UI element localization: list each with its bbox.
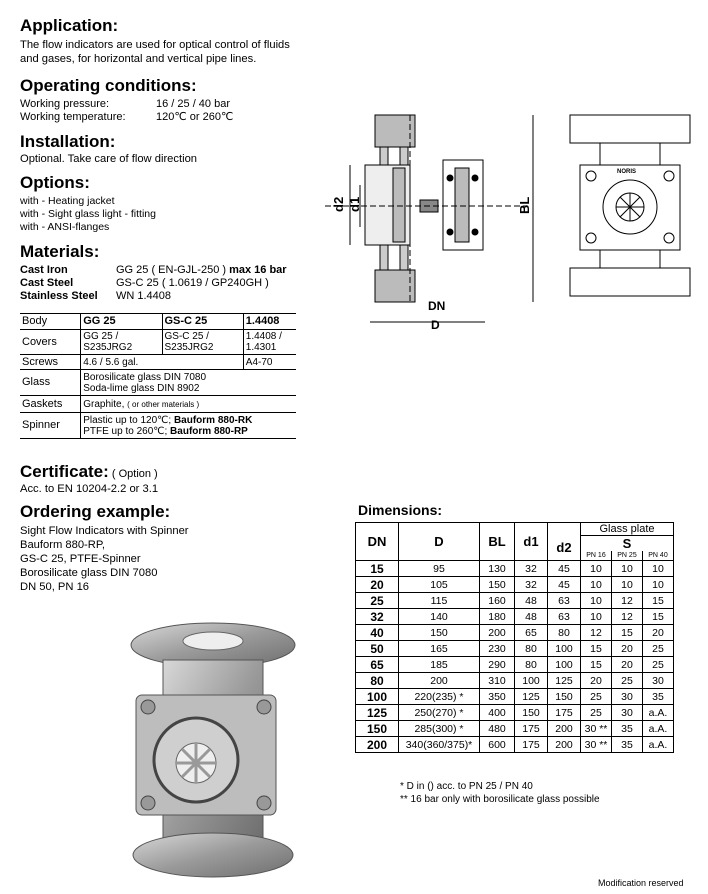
cell: 65 [515, 625, 548, 641]
bolt-icon [447, 175, 453, 181]
bolt-icon [472, 229, 478, 235]
bolt-icon [447, 229, 453, 235]
installation-heading: Installation: [20, 132, 116, 151]
certificate-option: ( Option ) [108, 468, 158, 480]
cell: 100 [515, 673, 548, 689]
cell: 175 [515, 737, 548, 753]
cell: 35 [612, 721, 643, 737]
col-header-d2-top [548, 523, 581, 536]
cell: 20 [612, 657, 643, 673]
cell-line: S235JRG2 [83, 342, 133, 353]
material-value: GS-C 25 ( 1.0619 / GP240GH ) [116, 277, 269, 289]
cell: 20 [643, 625, 674, 641]
note-2: ** 16 bar only with borosilicate glass possible [400, 794, 600, 805]
footer-note: Modification reserved [598, 878, 684, 888]
cell: 105 [399, 577, 480, 593]
cell: 220(235) * [399, 689, 480, 705]
cell: 125 [548, 673, 581, 689]
cell-line: 1.4408 / [245, 331, 282, 342]
cell: 115 [399, 593, 480, 609]
material-extra: max 16 bar [226, 264, 287, 276]
cell: 150 [399, 625, 480, 641]
cell: 15 [581, 641, 612, 657]
cell: 480 [480, 721, 515, 737]
cell: 25 [643, 641, 674, 657]
cell-line: GG 25 / [83, 331, 119, 342]
sight-glass-left [393, 168, 405, 242]
cell: 200 [399, 673, 480, 689]
table-row [356, 593, 674, 609]
working-pressure [20, 98, 230, 111]
cell: 150 [515, 705, 548, 721]
table-row [20, 355, 296, 370]
cell: 80 [515, 641, 548, 657]
table-row [356, 657, 674, 673]
cell: 10 [612, 561, 643, 577]
material-label: Cast Steel [20, 277, 74, 289]
col-header-d1: d1 [515, 523, 548, 561]
dimensions-table [355, 522, 674, 753]
cell: 10 [581, 593, 612, 609]
label-d: D [431, 318, 440, 332]
cell: 150 [480, 577, 515, 593]
table-row [356, 705, 674, 721]
cell-line: Graphite, [83, 398, 128, 410]
row-label: Covers [20, 330, 81, 355]
bolt-icon [664, 233, 674, 243]
cell: 30 [643, 673, 674, 689]
cell: 12 [581, 625, 612, 641]
table-row [20, 413, 296, 439]
cell: 30 [612, 705, 643, 721]
working-pressure-label: Working pressure: [20, 98, 110, 110]
cell: 140 [399, 609, 480, 625]
cell-line: Plastic up to 120℃; [83, 414, 174, 426]
material-value: GG 25 ( EN-GJL-250 ) [116, 264, 227, 276]
cell: 12 [612, 593, 643, 609]
cell [243, 330, 296, 355]
cell: A4-70 [243, 355, 296, 370]
row-label: Spinner [20, 413, 81, 439]
cell: 100 [548, 657, 581, 673]
cell: 175 [515, 721, 548, 737]
ordering-line: Sight Flow Indicators with Spinner [20, 525, 189, 537]
table-row [20, 370, 296, 396]
cell: 15 [643, 593, 674, 609]
cell: 48 [515, 593, 548, 609]
cell: 95 [399, 561, 480, 577]
table-row [356, 689, 674, 705]
row-label: Glass [20, 370, 81, 396]
flange-top-left [375, 115, 415, 147]
note-1: * D in () acc. to PN 25 / PN 40 [400, 781, 533, 792]
table-row [20, 314, 296, 330]
cell: 100 [548, 641, 581, 657]
certificate-heading: Certificate: [20, 462, 109, 481]
table-row [356, 641, 674, 657]
cell: 12 [612, 609, 643, 625]
cell-line: GS-C 25 / [164, 331, 209, 342]
cell: 80 [515, 657, 548, 673]
label-d1: d1 [347, 196, 362, 212]
table-row [356, 609, 674, 625]
bolt-icon [141, 796, 155, 810]
dimensions-body [356, 561, 674, 753]
cell: 200 [480, 625, 515, 641]
label-dn: DN [428, 299, 446, 313]
cell: 30 ** [581, 737, 612, 753]
option-item: with - ANSI-flanges [20, 221, 110, 233]
cell-dn: 150 [356, 721, 399, 737]
flange-bore [183, 632, 243, 650]
certificate-heading-row [20, 462, 158, 482]
cell: 600 [480, 737, 515, 753]
cell: 230 [480, 641, 515, 657]
cell-dn: 50 [356, 641, 399, 657]
cell: 35 [612, 737, 643, 753]
cell: 32 [515, 561, 548, 577]
col-header-glass-plate: Glass plate [581, 523, 674, 536]
cell: 185 [399, 657, 480, 673]
bolt-icon [664, 171, 674, 181]
cell-line: Bauform 880-RP [170, 425, 248, 437]
cell: 15 [643, 609, 674, 625]
working-temperature-label: Working temperature: [20, 111, 126, 123]
cell: 165 [399, 641, 480, 657]
cell: 25 [643, 657, 674, 673]
table-row [356, 673, 674, 689]
spinner-blades [616, 193, 644, 221]
cell-dn: 125 [356, 705, 399, 721]
row-label: Gaskets [20, 396, 81, 413]
bolt-icon [257, 700, 271, 714]
table-header-row [356, 523, 674, 536]
cell: 32 [515, 577, 548, 593]
table-row [356, 721, 674, 737]
application-text-2: and gases, for horizontal and vertical pipe lines. [20, 53, 257, 65]
cell: a.A. [643, 705, 674, 721]
working-temperature [20, 111, 233, 124]
cell: 160 [480, 593, 515, 609]
cell: 4.6 / 5.6 gal. [81, 355, 244, 370]
cell: 35 [643, 689, 674, 705]
cell: 15 [612, 625, 643, 641]
row-label: Screws [20, 355, 81, 370]
cell-dn: 32 [356, 609, 399, 625]
cell: 63 [548, 609, 581, 625]
bolt-icon [586, 233, 596, 243]
col-header-d2: d2 [548, 536, 581, 561]
material-label: Cast Iron [20, 264, 68, 276]
bottom-flange [133, 833, 293, 877]
cell: 400 [480, 705, 515, 721]
cell: 130 [480, 561, 515, 577]
materials-heading: Materials: [20, 242, 100, 261]
col-header-bl: BL [480, 523, 515, 561]
cell: 80 [548, 625, 581, 641]
cell [81, 413, 296, 439]
cell: 150 [548, 689, 581, 705]
cell [162, 330, 243, 355]
dimensions-heading: Dimensions: [358, 502, 443, 518]
cell: 350 [480, 689, 515, 705]
cell: 10 [581, 609, 612, 625]
cell: 45 [548, 561, 581, 577]
working-pressure-value: 16 / 25 / 40 bar [156, 98, 230, 110]
material-value: WN 1.4408 [116, 290, 172, 302]
cell-line: PTFE up to 260℃; [83, 425, 171, 437]
cell: 63 [548, 593, 581, 609]
bolt-icon [257, 796, 271, 810]
application-heading: Application: [20, 16, 119, 35]
cell: 200 [548, 721, 581, 737]
product-photo [118, 605, 308, 885]
col-header-pn40: PN 40 [643, 551, 674, 561]
cell: 175 [548, 705, 581, 721]
cell: 25 [581, 689, 612, 705]
col-header-s: S [581, 536, 674, 552]
cell-dn: 200 [356, 737, 399, 753]
cell: 25 [612, 673, 643, 689]
table-row [20, 330, 296, 355]
col-header-dn: DN [356, 523, 399, 561]
cell-dn: 20 [356, 577, 399, 593]
application-text-1: The flow indicators are used for optical control of fluids [20, 39, 290, 51]
cell: 20 [581, 673, 612, 689]
label-bl: BL [517, 196, 532, 214]
flange-top-front [570, 115, 690, 143]
ordering-line: DN 50, PN 16 [20, 581, 90, 593]
spinner-blades [176, 743, 216, 783]
table-row [356, 625, 674, 641]
cell: a.A. [643, 721, 674, 737]
cell-dn: 15 [356, 561, 399, 577]
operating-heading: Operating conditions: [20, 76, 197, 95]
cell: 45 [548, 577, 581, 593]
cell-dn: 65 [356, 657, 399, 673]
cell [81, 370, 296, 396]
cell: 15 [581, 657, 612, 673]
cell: 285(300) * [399, 721, 480, 737]
material-cast-steel [20, 277, 269, 290]
ordering-heading: Ordering example: [20, 502, 171, 521]
cell-line: ( or other materials ) [127, 399, 200, 409]
material-label: Stainless Steel [20, 290, 98, 302]
cell: 340(360/375)* [399, 737, 480, 753]
cell: 180 [480, 609, 515, 625]
col-header-pn16: PN 16 [581, 551, 612, 561]
cell-dn: 80 [356, 673, 399, 689]
cell-dn: 100 [356, 689, 399, 705]
cell-line: Bauform 880-RK [173, 414, 253, 426]
material-cast-iron [20, 264, 287, 277]
bolt-icon [586, 171, 596, 181]
label-d2: d2 [331, 196, 346, 212]
option-item: with - Sight glass light - fitting [20, 208, 156, 220]
col-header-d: D [399, 523, 480, 561]
cell: GG 25 [81, 314, 162, 330]
ordering-line: Borosilicate glass DIN 7080 [20, 567, 158, 579]
cell: 125 [515, 689, 548, 705]
cell-dn: 25 [356, 593, 399, 609]
cell: 310 [480, 673, 515, 689]
cell: 10 [643, 577, 674, 593]
options-heading: Options: [20, 173, 90, 192]
sight-glass-right [455, 168, 469, 242]
table-row [356, 561, 674, 577]
cell-line: Borosilicate glass DIN 7080 [83, 371, 207, 383]
cell: 200 [548, 737, 581, 753]
ordering-line: GS-C 25, PTFE-Spinner [20, 553, 141, 565]
cell: 48 [515, 609, 548, 625]
working-temperature-value: 120℃ or 260℃ [156, 111, 234, 123]
cell: 20 [612, 641, 643, 657]
cell [81, 330, 162, 355]
col-header-pn25: PN 25 [612, 551, 643, 561]
cell: 25 [581, 705, 612, 721]
cell: a.A. [643, 737, 674, 753]
cell: 10 [581, 577, 612, 593]
materials-table [20, 313, 296, 439]
table-row [356, 577, 674, 593]
cell: 290 [480, 657, 515, 673]
cell-line: Soda-lime glass DIN 8902 [83, 382, 200, 394]
installation-text: Optional. Take care of flow direction [20, 153, 198, 165]
table-row [356, 737, 674, 753]
cell [81, 396, 296, 413]
cell-line: S235JRG2 [164, 342, 214, 353]
cell: 10 [612, 577, 643, 593]
bolt-icon [472, 175, 478, 181]
cell: GS-C 25 [162, 314, 243, 330]
flange-bottom-front [570, 268, 690, 296]
certificate-text: Acc. to EN 10204-2.2 or 3.1 [20, 483, 159, 495]
cell: 10 [581, 561, 612, 577]
cell: 30 ** [581, 721, 612, 737]
flange-bottom-left [375, 270, 415, 302]
bolt-icon [141, 700, 155, 714]
row-label: Body [20, 314, 81, 330]
cell: 250(270) * [399, 705, 480, 721]
cell-line: 1.4301 [245, 342, 277, 353]
cell-dn: 40 [356, 625, 399, 641]
brand-label: NORIS [617, 169, 637, 175]
ordering-line: Bauform 880-RP, [20, 539, 105, 551]
cell: 10 [643, 561, 674, 577]
cell: 1.4408 [243, 314, 296, 330]
material-stainless-steel [20, 290, 171, 303]
option-item: with - Heating jacket [20, 195, 115, 207]
cell: 30 [612, 689, 643, 705]
table-row [20, 396, 296, 413]
technical-drawing [325, 110, 700, 335]
